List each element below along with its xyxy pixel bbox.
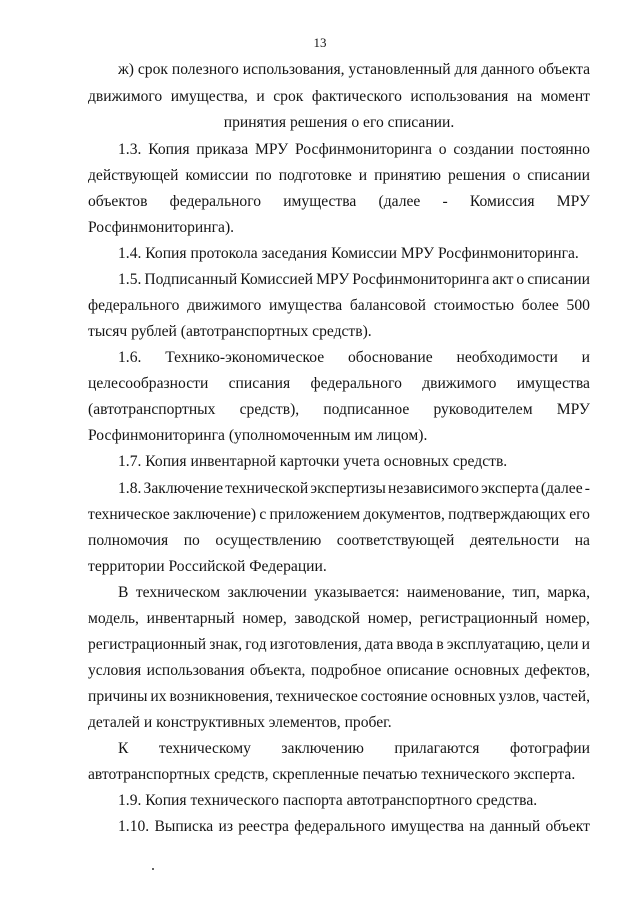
word: Комиссия [469, 193, 535, 210]
text-line [88, 687, 590, 707]
word: его [569, 506, 590, 523]
word: полезного [171, 61, 239, 78]
word: - [442, 193, 448, 210]
word: (автотранспортных [88, 401, 216, 418]
word: номер, [367, 610, 413, 627]
text-line: 1.4. Копия протокола заседания Комиссии МРУ Росфинмониторинга. [118, 245, 579, 262]
page-number: 13 [313, 35, 327, 50]
word: Заключение [143, 480, 224, 497]
word: наименование, [406, 584, 506, 601]
word: 1.6. [118, 349, 142, 366]
word: имущества [283, 193, 357, 210]
text-line: Росфинмониторинга (уполномоченным им лицом). [88, 427, 428, 444]
word: заключению [281, 740, 364, 757]
word: данный [489, 818, 541, 835]
word: подробное [310, 662, 382, 679]
word: (далее [378, 193, 421, 210]
word: срок [273, 88, 304, 105]
word: Подписанный [144, 271, 238, 288]
word: имущества [516, 375, 590, 392]
word: МРУ [556, 401, 590, 418]
word: и [256, 88, 265, 105]
word: о [438, 141, 447, 158]
text-line: Росфинмониторинга). [88, 219, 235, 236]
word: основных [454, 662, 520, 679]
word: дефектов, [524, 662, 590, 679]
word: номер, [242, 610, 287, 627]
word: Росфинмониторинга [352, 271, 490, 288]
word: эксперта [481, 480, 539, 497]
text-line: тысяч рублей (автотранспортных средств). [88, 323, 372, 340]
word: условия [88, 662, 142, 679]
word: (далее [540, 480, 583, 497]
word: использования [410, 88, 509, 105]
text-line [88, 661, 590, 681]
word: МРУ [254, 141, 289, 158]
text-line [118, 140, 590, 160]
word: данного [481, 61, 535, 78]
word: на [574, 532, 590, 549]
word: инвентарный [146, 610, 235, 627]
word: ввода [396, 636, 434, 653]
word: федерального [294, 818, 386, 835]
word: срок [137, 61, 168, 78]
word: полномочия [88, 532, 169, 549]
word: изготовления, [269, 636, 362, 653]
word: В [118, 584, 129, 601]
text-line [118, 817, 590, 837]
word: заключении [227, 584, 307, 601]
text-line: автотранспортных средств, скрепленные печатью технического эксперта. [88, 766, 576, 783]
word: необходимости [456, 349, 558, 366]
word: техническом [135, 584, 221, 601]
word: списании [527, 271, 590, 288]
word: обоснование [348, 349, 433, 366]
text-line [88, 635, 590, 655]
word: использования [146, 662, 245, 679]
word: узлов, [498, 688, 540, 705]
text-line: деталей и конструктивных элементов, пробег. [88, 714, 392, 731]
word: движимого [422, 375, 497, 392]
word: руководителем [433, 401, 533, 418]
word: регистрационный [419, 610, 538, 627]
word: действующей [88, 167, 179, 184]
word: имущества [269, 297, 343, 314]
text-line [118, 583, 590, 603]
word: основных [430, 688, 496, 705]
word: частей, [542, 688, 590, 705]
word: технической [225, 480, 309, 497]
word: фотографии [509, 740, 590, 757]
word: и [358, 167, 368, 184]
word: - [584, 480, 590, 497]
word: номер, [545, 610, 590, 627]
word: реестра [238, 818, 289, 835]
word: 500 [566, 297, 590, 314]
word: о [516, 271, 525, 288]
word: техническое [88, 506, 170, 523]
word: движимого [88, 88, 163, 105]
word: состояние [360, 688, 428, 705]
text-line [88, 166, 590, 186]
text-line [118, 479, 590, 499]
text-line: 1.7. Копия инвентарной карточки учета основных средств. [118, 453, 508, 470]
word: в [436, 636, 444, 653]
word: объектов [88, 193, 148, 210]
word: имущества, [170, 88, 248, 105]
word: независимого [387, 480, 479, 497]
word: ж) [118, 61, 134, 78]
text-line [118, 270, 590, 290]
word: 1.5. [118, 271, 142, 288]
word: дата [364, 636, 394, 653]
word: акт [492, 271, 514, 288]
word: указывается: [314, 584, 400, 601]
text-line [118, 739, 590, 759]
text-line: территории Российской Федерации. [88, 558, 327, 575]
word: деятельности [469, 532, 560, 549]
word: описание [386, 662, 449, 679]
word: с [259, 506, 267, 523]
word: и [581, 636, 590, 653]
word: приложением [269, 506, 361, 523]
word: постоянно [520, 141, 590, 158]
word: федерального [88, 297, 180, 314]
word: установленный [348, 61, 451, 78]
word: их [150, 688, 167, 705]
word: решения [447, 167, 506, 184]
text-line [88, 192, 590, 212]
word: заключение) [173, 506, 257, 523]
text-line: 1.9. Копия технического паспорта автотранспортного средства. [118, 792, 538, 809]
word: тип, [512, 584, 540, 601]
word: осуществлению [215, 532, 322, 549]
text-line [88, 531, 590, 551]
word: заводской [294, 610, 360, 627]
word: модель, [88, 610, 139, 627]
word: техническому [158, 740, 251, 757]
word: списании [527, 167, 590, 184]
word: подтверждающих [448, 506, 566, 523]
word: эксплуатацию, [446, 636, 545, 653]
word: на [516, 88, 533, 105]
word: объекта [538, 61, 590, 78]
text-line [88, 87, 590, 107]
word: К [118, 740, 129, 757]
word: по [183, 532, 200, 549]
word: объекта, [249, 662, 306, 679]
text-line [88, 609, 590, 629]
word: Комиссией [240, 271, 314, 288]
word: Росфинмониторинга [294, 141, 432, 158]
word: техническое [275, 688, 358, 705]
word: год [245, 636, 267, 653]
word: более [521, 297, 559, 314]
word: соответствующей [336, 532, 455, 549]
word: знак, [209, 636, 243, 653]
word: МРУ [556, 193, 590, 210]
word: стоимостью [433, 297, 514, 314]
word: причины [88, 688, 148, 705]
word: из [218, 818, 233, 835]
word: экспертизы [310, 480, 386, 497]
word: средств), [239, 401, 300, 418]
word: приказа [196, 141, 249, 158]
word: регистрационный [88, 636, 207, 653]
word: о [512, 167, 521, 184]
text-line: принятия решения о его списании. [223, 114, 455, 131]
text-line [88, 400, 590, 420]
word: прилагаются [394, 740, 480, 757]
word: федерального [310, 375, 402, 392]
text-line [88, 505, 590, 525]
text-line [118, 60, 590, 80]
word: 1.8. [118, 480, 142, 497]
scan-speck [152, 868, 154, 870]
word: возникновения, [169, 688, 274, 705]
word: подготовке [278, 167, 352, 184]
word: для [454, 61, 478, 78]
word: Технико-экономическое [165, 349, 325, 366]
word: использования, [242, 61, 345, 78]
word: создании [453, 141, 514, 158]
word: имущества [390, 818, 465, 835]
word: целесообразности [88, 375, 209, 392]
word: балансовой [349, 297, 427, 314]
word: движимого [187, 297, 262, 314]
word: 1.3. [118, 141, 142, 158]
word: комиссии [185, 167, 249, 184]
word: объект [545, 818, 590, 835]
word: по [255, 167, 272, 184]
text-line [88, 296, 590, 316]
word: Выписка [154, 818, 214, 835]
word: МРУ [316, 271, 350, 288]
text-line [118, 348, 590, 368]
word: фактического [311, 88, 402, 105]
word: цели [547, 636, 579, 653]
word: подписанное [323, 401, 410, 418]
word: марка, [547, 584, 590, 601]
text-line [88, 374, 590, 394]
word: 1.10. [118, 818, 150, 835]
word: списания [228, 375, 291, 392]
word: и [581, 349, 590, 366]
word: на [469, 818, 485, 835]
word: момент [540, 88, 590, 105]
word: принятию [374, 167, 441, 184]
word: документов, [363, 506, 445, 523]
word: федерального [169, 193, 262, 210]
word: Копия [148, 141, 190, 158]
